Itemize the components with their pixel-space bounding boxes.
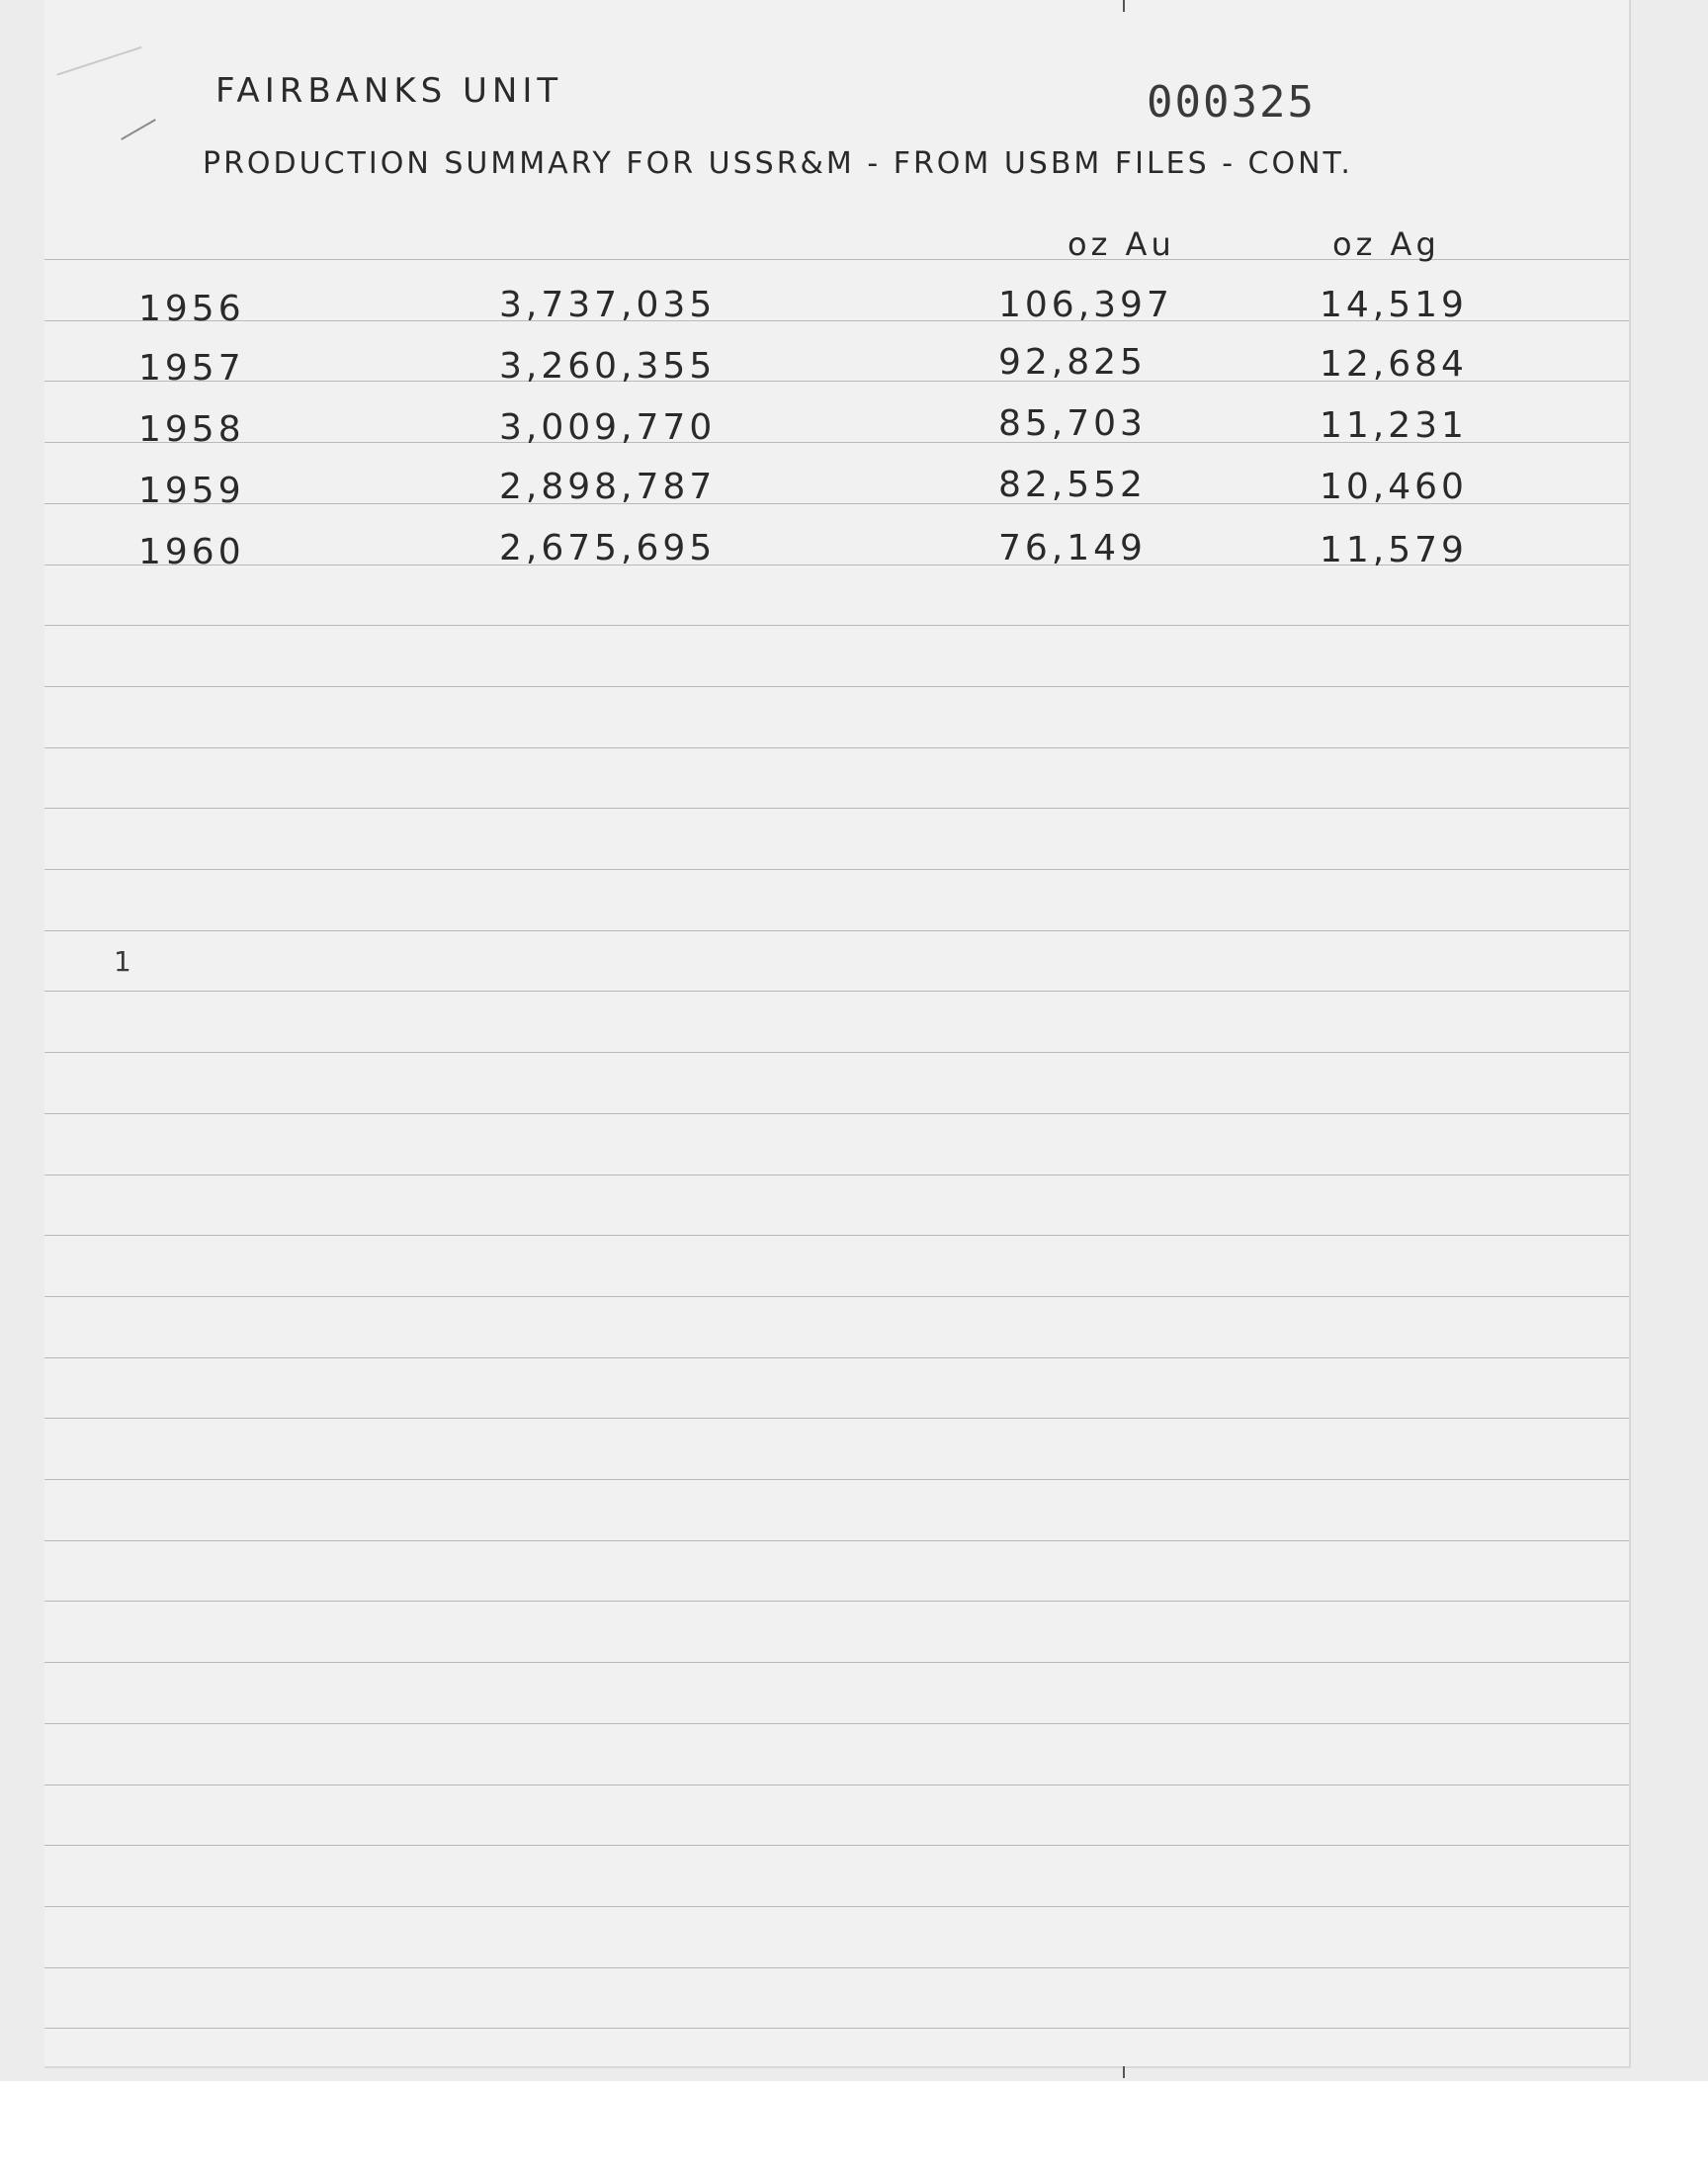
- ruled-line: [44, 686, 1629, 687]
- ruled-line: [44, 1906, 1629, 1907]
- oz-au-cell: 82,552: [998, 465, 1147, 505]
- ruled-line: [44, 1052, 1629, 1053]
- ruled-line: [44, 808, 1629, 809]
- ruled-line: [44, 1357, 1629, 1358]
- oz-au-cell: 106,397: [998, 285, 1173, 325]
- column-header-oz-au: oz Au: [1068, 225, 1175, 263]
- oz-ag-cell: 12,684: [1320, 344, 1468, 385]
- ruled-line: [44, 1967, 1629, 1968]
- tons-cell: 2,898,787: [499, 467, 717, 507]
- ruled-line: [44, 930, 1629, 931]
- ruled-line: [44, 1723, 1629, 1724]
- fold-mark-top: [1123, 0, 1125, 12]
- ruled-line: [44, 1845, 1629, 1846]
- ruled-line: [44, 2028, 1629, 2029]
- ruled-line: [44, 1540, 1629, 1541]
- column-header-oz-ag: oz Ag: [1332, 225, 1440, 263]
- year-cell: 1960: [138, 532, 245, 572]
- year-cell: 1958: [138, 409, 245, 450]
- document-number: 000325: [1147, 77, 1316, 128]
- ruled-line: [44, 1784, 1629, 1785]
- year-cell: 1959: [138, 471, 245, 511]
- oz-ag-cell: 11,579: [1320, 530, 1468, 570]
- fold-mark-bottom: [1123, 2066, 1125, 2078]
- oz-ag-cell: 14,519: [1320, 285, 1468, 325]
- oz-au-cell: 76,149: [998, 528, 1147, 568]
- year-cell: 1956: [138, 289, 245, 329]
- document-title: FAIRBANKS UNIT: [215, 71, 563, 111]
- ruled-line: [44, 1479, 1629, 1480]
- ruled-line: [44, 625, 1629, 626]
- oz-ag-cell: 11,231: [1320, 405, 1468, 446]
- ruled-line: [44, 1418, 1629, 1419]
- ruled-line: [44, 1113, 1629, 1114]
- tons-cell: 3,009,770: [499, 407, 717, 448]
- oz-ag-cell: 10,460: [1320, 467, 1468, 507]
- margin-mark: 1: [114, 945, 131, 978]
- ruled-line: [44, 869, 1629, 870]
- ruled-line: [44, 1174, 1629, 1175]
- tons-cell: 3,260,355: [499, 346, 717, 387]
- oz-au-cell: 85,703: [998, 403, 1147, 444]
- oz-au-cell: 92,825: [998, 342, 1147, 383]
- ruled-line: [44, 1235, 1629, 1236]
- ruled-line: [44, 1296, 1629, 1297]
- year-cell: 1957: [138, 348, 245, 389]
- ruled-line: [44, 1601, 1629, 1602]
- ruled-line: [44, 1662, 1629, 1663]
- tons-cell: 3,737,035: [499, 285, 717, 325]
- ruled-line: [44, 991, 1629, 992]
- document-subtitle: PRODUCTION SUMMARY FOR USSR&M - FROM USBM FILES - CONT.: [203, 146, 1353, 181]
- ruled-line: [44, 747, 1629, 748]
- tons-cell: 2,675,695: [499, 528, 717, 568]
